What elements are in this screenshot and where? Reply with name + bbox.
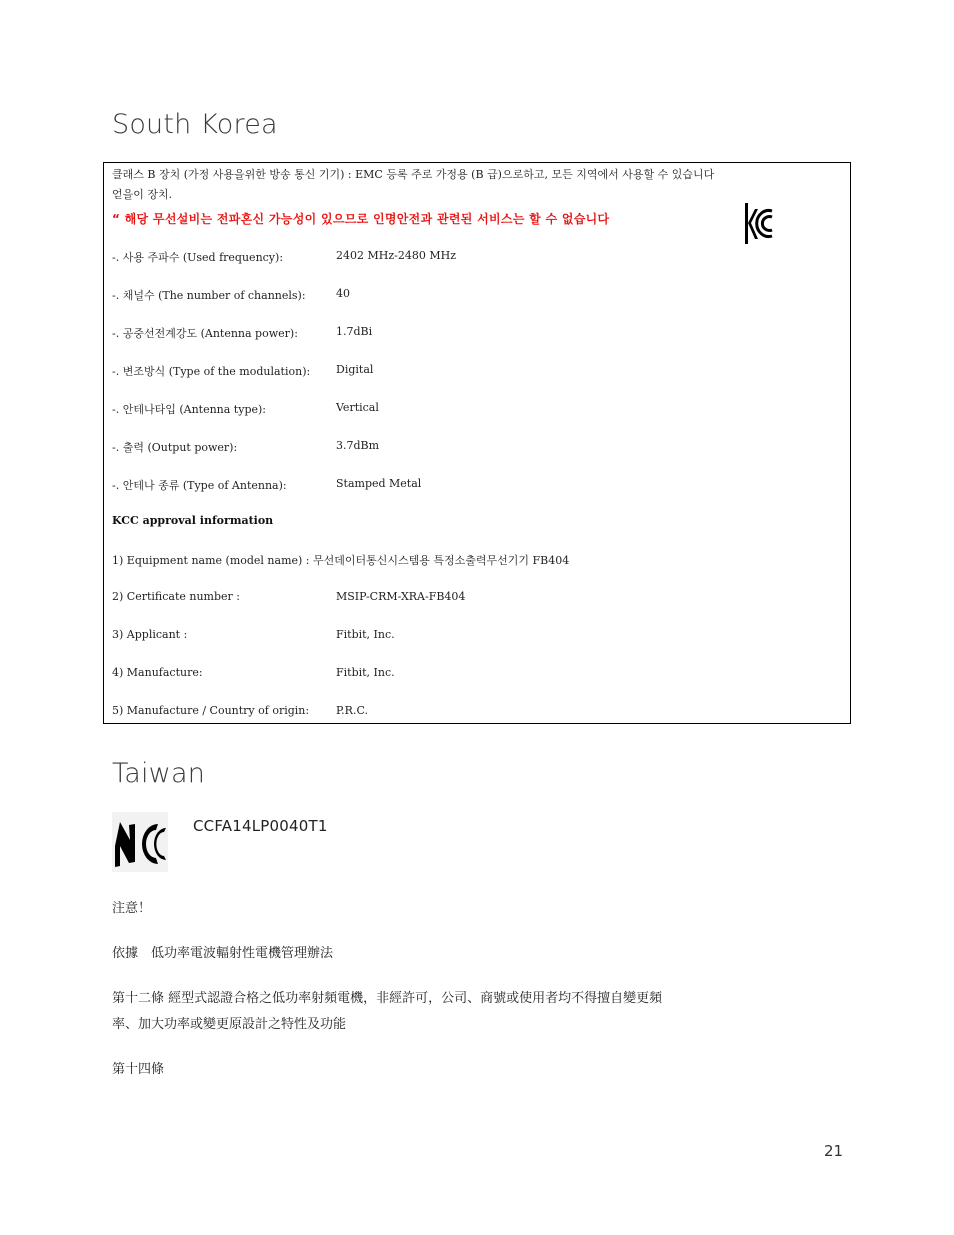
warning-notice: “ 해당 무선설비는 전파혼신 가능성이 있으므로 인명안전과 관련된 서비스는 할 수 없습니다	[112, 212, 610, 226]
kcc-approval-heading: KCC approval information	[112, 514, 274, 527]
spec-value: Digital	[336, 363, 374, 376]
kcc-label: 2) Certificate number :	[112, 590, 241, 603]
page-number: 21	[824, 1142, 844, 1160]
spec-value: 40	[336, 287, 350, 300]
kcc-label: 4) Manufacture:	[112, 666, 203, 679]
ncc-mark-icon	[112, 812, 168, 872]
kcc-label: 5) Manufacture / Country of origin:	[112, 704, 310, 717]
kcc-value: Fitbit, Inc.	[336, 628, 395, 641]
spec-label: -. 변조방식 (Type of the modulation):	[112, 365, 311, 378]
kcc-row-applicant	[112, 628, 812, 644]
article-12-line-2: 率、加大功率或變更原設計之特性及功能	[112, 1017, 347, 1032]
kcc-value: Fitbit, Inc.	[336, 666, 395, 679]
article-12-line-1: 第十二條 經型式認證合格之低功率射頻電機，非經許可，公司、商號或使用者均不得擅自變更頻	[112, 991, 663, 1006]
kcc-row-country-of-origin	[112, 704, 812, 720]
section-title-south-korea: South Korea	[112, 109, 278, 140]
spec-row-modulation	[112, 363, 812, 379]
spec-value: 2402 MHz-2480 MHz	[336, 249, 457, 262]
spec-value: Stamped Metal	[336, 477, 422, 490]
kcc-value: MSIP-CRM-XRA-FB404	[336, 590, 466, 603]
spec-value: Vertical	[336, 401, 379, 414]
spec-label: -. 사용 주파수 (Used frequency):	[112, 251, 284, 264]
spec-row-antenna-kind	[112, 477, 812, 493]
taiwan-notice: 注意！	[112, 901, 152, 916]
intro-line-2: 얻을이 장치.	[112, 188, 173, 201]
kcc-row-certificate-number	[112, 590, 812, 606]
spec-label: -. 안테나타입 (Antenna type):	[112, 403, 266, 416]
kc-mark-icon	[743, 201, 774, 246]
spec-label: -. 채널수 (The number of channels):	[112, 289, 306, 302]
spec-value: 3.7dBm	[336, 439, 380, 452]
section-title-taiwan: Taiwan	[112, 758, 206, 789]
kcc-label: 1) Equipment name (model name) : 무선데이터통신시스템용 특정소출력무선기기 FB404	[112, 554, 570, 567]
spec-row-antenna-type	[112, 401, 812, 417]
kcc-row-equipment-name	[112, 552, 812, 568]
korea-info-box	[103, 162, 851, 724]
spec-label: -. 안테나 종류 (Type of Antenna):	[112, 479, 287, 492]
spec-row-output-power	[112, 439, 812, 455]
kcc-label: 3) Applicant :	[112, 628, 188, 641]
spec-label: -. 공중선전계강도 (Antenna power):	[112, 327, 298, 340]
spec-value: 1.7dBi	[336, 325, 373, 338]
spec-row-frequency	[112, 249, 812, 265]
article-14: 第十四條	[112, 1062, 165, 1077]
ncc-code: CCFA14LP0040T1	[193, 817, 328, 835]
spec-row-antenna-power	[112, 325, 812, 341]
intro-line-1: 클래스 B 장치 (가정 사용을위한 방송 통신 기기) : EMC 등록 주로 가정용 (B 급)으로하고, 모든 지역에서 사용할 수 있습니다	[112, 168, 715, 181]
taiwan-basis: 依據 低功率電波輻射性電機管理辦法	[112, 946, 334, 961]
kcc-row-manufacture	[112, 666, 812, 682]
kcc-value: P.R.C.	[336, 704, 368, 717]
spec-row-channels	[112, 287, 812, 303]
spec-label: -. 출력 (Output power):	[112, 441, 238, 454]
